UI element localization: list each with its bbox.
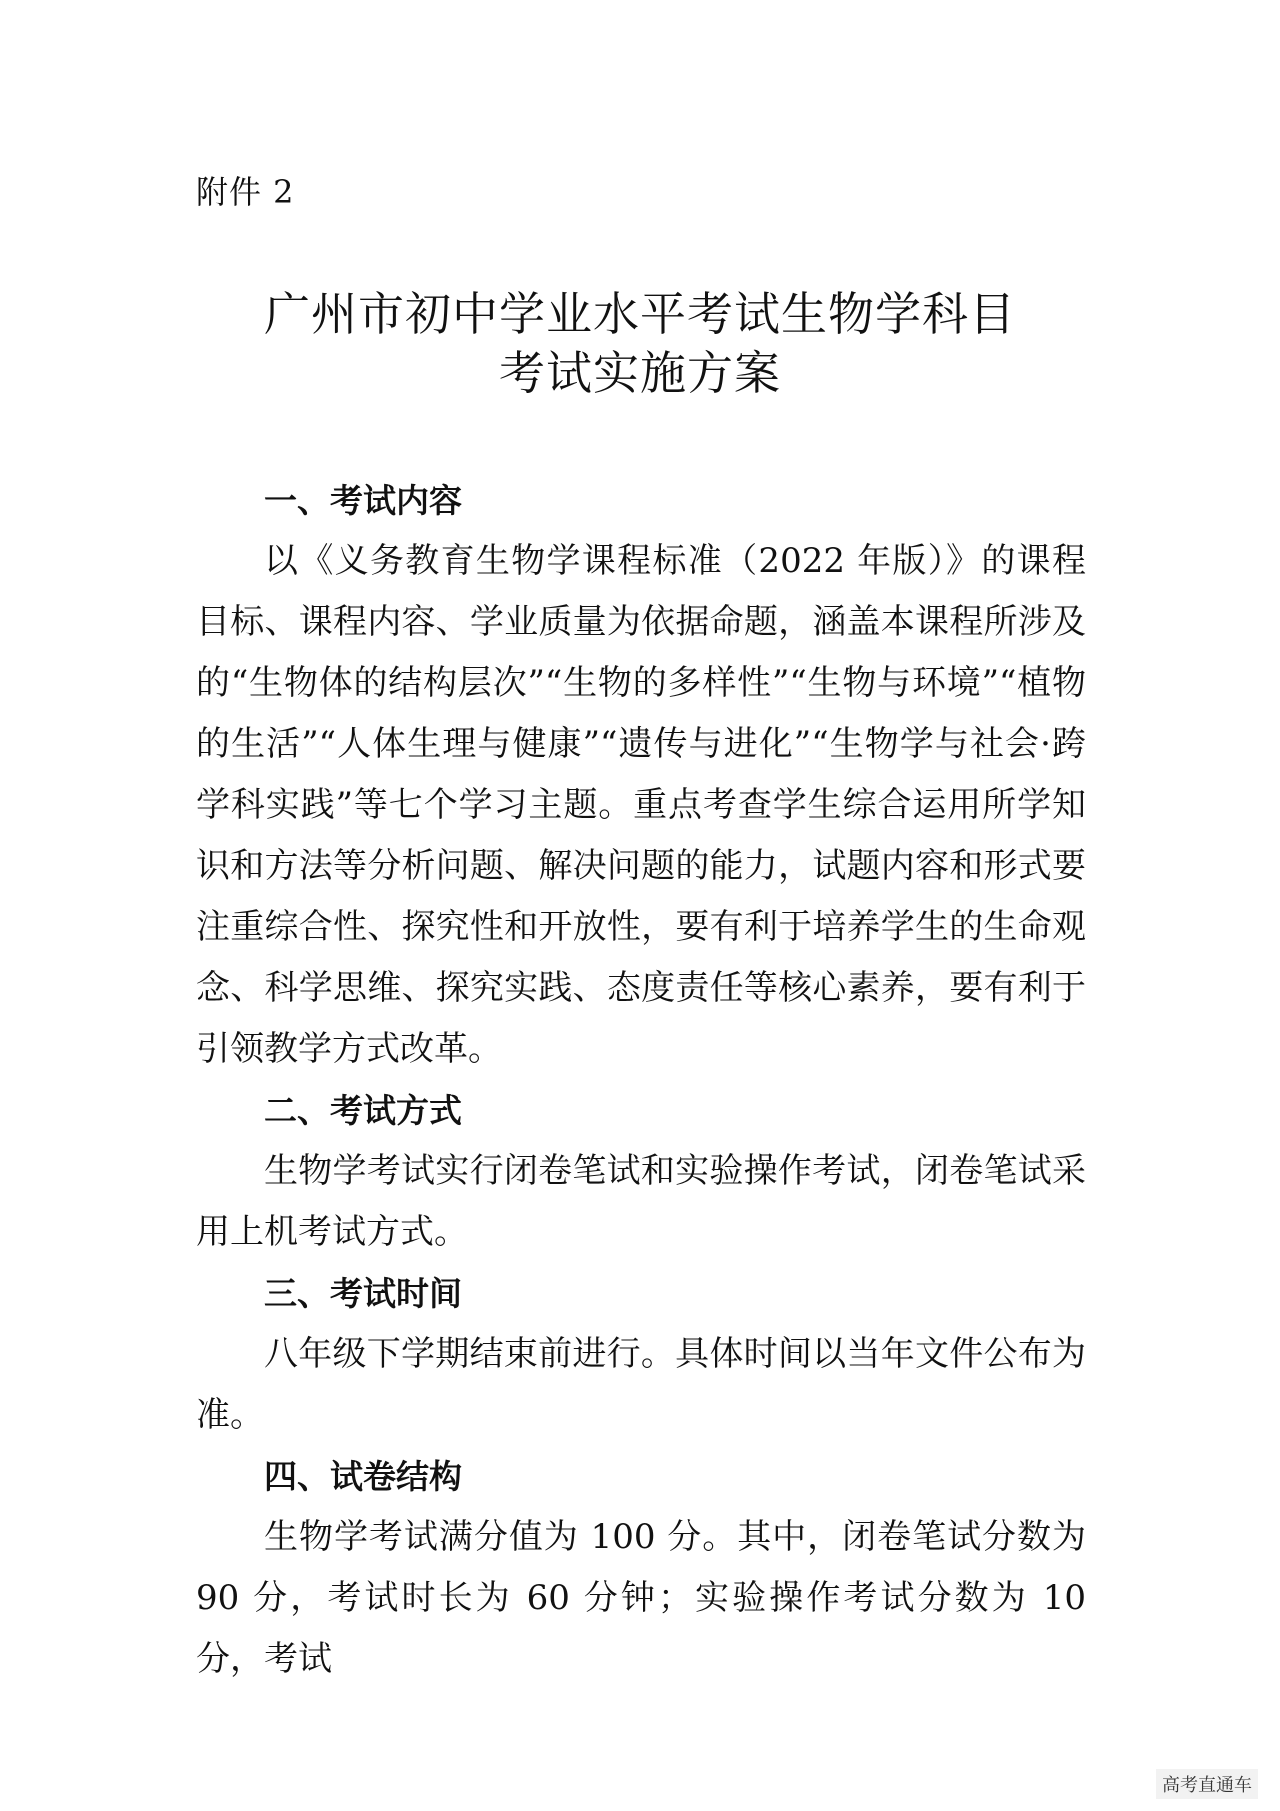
- section-heading: 一、考试内容: [264, 481, 462, 520]
- document-body: [196, 470, 1086, 1690]
- document-title-line2: 考试实施方案: [499, 346, 781, 400]
- section-heading: 三、考试时间: [264, 1274, 462, 1313]
- document-title-line1: 广州市初中学业水平考试生物学科目: [264, 287, 1016, 341]
- watermark: 高考直通车: [1156, 1769, 1258, 1799]
- section-heading: 二、考试方式: [264, 1091, 462, 1130]
- attachment-label: 附件 2: [196, 173, 295, 211]
- section-paragraph: 生物学考试满分值为 100 分。其中，闭卷笔试分数为 90 分，考试时长为 60 分钟；实验操作考试分数为 10 分，考试: [196, 1517, 1086, 1679]
- section-exam-time: [196, 1263, 1086, 1446]
- section-paper-structure: [196, 1446, 1086, 1690]
- section-exam-method: [196, 1080, 1086, 1263]
- section-paragraph: 八年级下学期结束前进行。具体时间以当年文件公布为准。: [196, 1334, 1086, 1435]
- section-paragraph: 以《义务教育生物学课程标准（2022 年版）》的课程目标、课程内容、学业质量为依据命题，涵盖本课程所涉及的“生物体的结构层次”“生物的多样性”“生物与环境”“植物的生活”“人体生理与健康”“遗传与进化”“生物学与社会·跨学科实践”等七个学习主题。重点考查学生综合运用所学知识和方法等分析问题、解决问题的能力，试题内容和形式要注重综合性、探究性和开放性，要有利于培养学生的生命观念、科学思维、探究实践、态度责任等核心素养，要有利于引领教学方式改革。: [196, 541, 1086, 1069]
- section-paragraph: 生物学考试实行闭卷笔试和实验操作考试，闭卷笔试采用上机考试方式。: [196, 1151, 1086, 1252]
- section-exam-content: [196, 470, 1086, 1080]
- section-heading: 四、试卷结构: [264, 1457, 462, 1496]
